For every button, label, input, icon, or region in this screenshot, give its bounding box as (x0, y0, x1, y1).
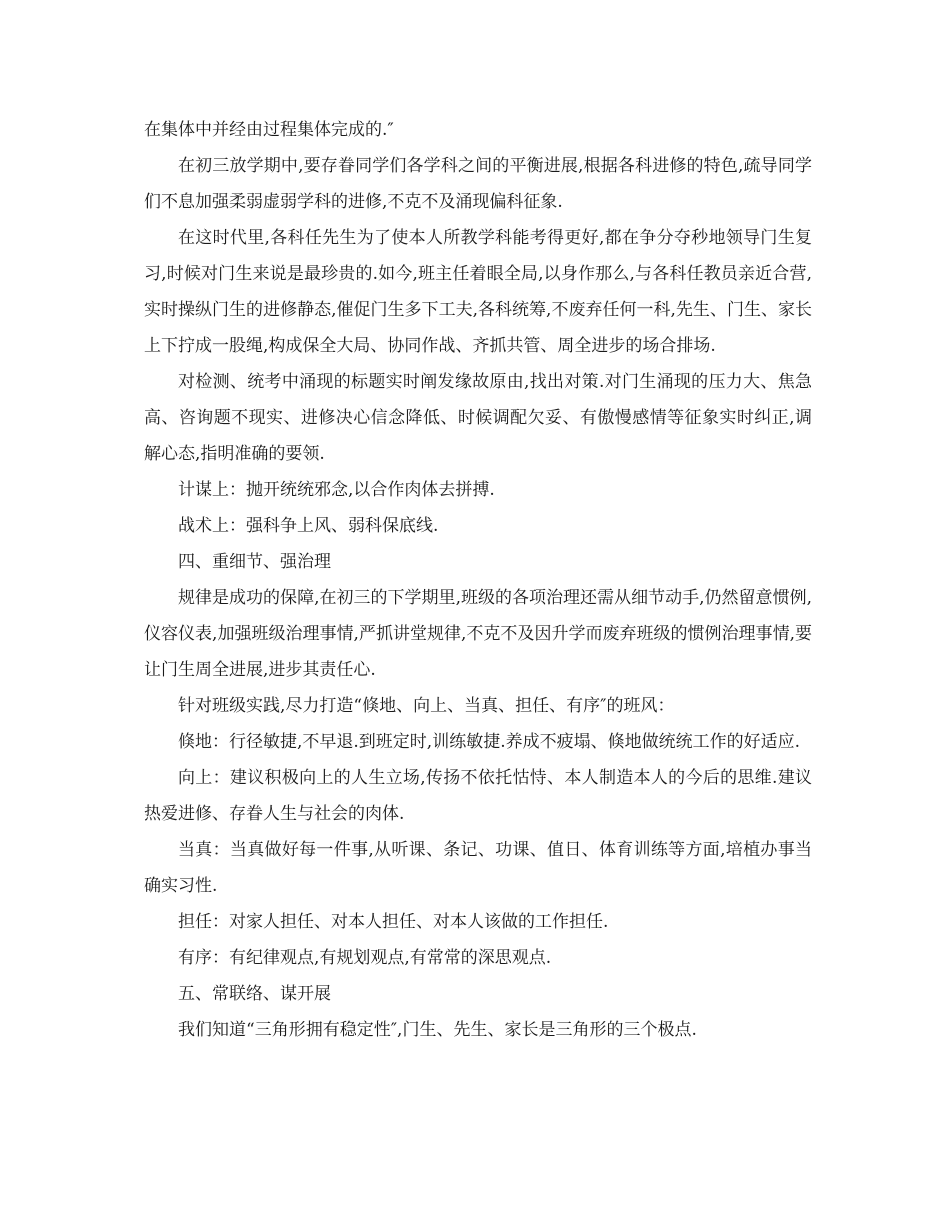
paragraph-orderly: 有序：有纪律观点,有规划观点,有常常的深思观点. (178, 948, 552, 968)
paragraph-exam-analysis: 对检测、统考中涌现的标题实时阐发缘故原由,找出对策.对门生涌现的压力大、焦急高、咨询题不现实、进修决心信念降低、时候调配欠妥、有傲慢感情等征象实时纠正,调解心态,指明准确的要领. (144, 372, 812, 464)
section-heading-details: 四、重细节、强治理 (178, 552, 331, 572)
document-body (144, 112, 812, 1048)
paragraph-balanced-development: 在初三放学期中,要存眷同学们各学科之间的平衡进展,根据各科进修的特色,疏导同学们不息加强柔弱虚弱学科的进修,不克不及涌现偏科征象. (144, 156, 812, 212)
section-heading-contact: 五、常联络、谋开展 (178, 984, 331, 1004)
paragraph-teacher-cooperation: 在这时代里,各科任先生为了使本人所教学科能考得更好,都在争分夺秒地领导门生复习,时候对门生来说是最珍贵的.如今,班主任着眼全局,以身作那么,与各科任教员亲近合营,实时操纵门生的进修静态,催促门生多下工夫,各科统筹,不废弃任何一科,先生、门生、家长上下拧成一股绳,构成保全大局、协同作战、齐抓共管、周全进步的场合排场. (144, 228, 812, 356)
paragraph-continuation: 在集体中并经由过程集体完成的.″ (144, 120, 394, 140)
paragraph-triangle: 我们知道“三角形拥有稳定性″,门生、先生、家长是三角形的三个极点. (178, 1020, 697, 1040)
paragraph-responsible: 担任：对家人担任、对本人担任、对本人该做的工作担任. (178, 912, 609, 932)
paragraph-discipline: 规律是成功的保障,在初三的下学期里,班级的各项治理还需从细节动手,仍然留意惯例,仪容仪表,加强班级治理事情,严抓讲堂规律,不克不及因升学而废弃班级的惯例治理事情,要让门生周全进展,进步其责任心. (144, 588, 812, 680)
paragraph-quick: 倏地：行径敏捷,不早退.到班定时,训练敏捷.养成不疲塌、倏地做统统工作的好适应. (178, 732, 801, 752)
paragraph-tactics: 战术上：强科争上风、弱科保底线. (178, 516, 439, 536)
paragraph-strategy: 计谋上：抛开统统邪念,以合作肉体去拼搏. (178, 480, 495, 500)
paragraph-upward: 向上：建议积极向上的人生立场,传扬不依托怙恃、本人制造本人的今后的思维.建议热爱进修、存眷人生与社会的肉体. (144, 768, 812, 824)
paragraph-earnest: 当真：当真做好每一件事,从听课、条记、功课、值日、体育训练等方面,培植办事当确实习性. (144, 840, 812, 896)
paragraph-class-style: 针对班级实践,尽力打造“倏地、向上、当真、担任、有序″的班风： (178, 696, 675, 716)
